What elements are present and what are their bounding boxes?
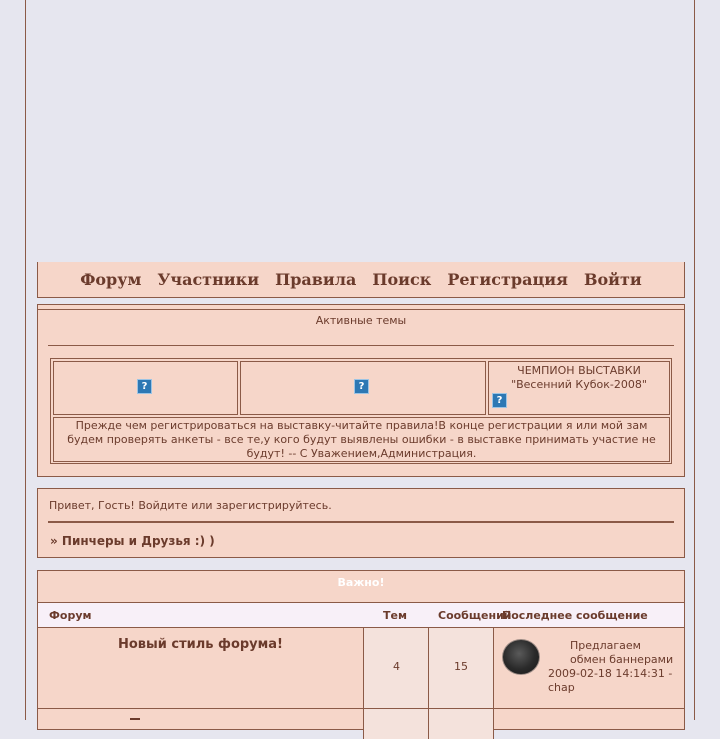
nav-forum-link[interactable]: Форум <box>80 270 142 289</box>
champion-subtitle: "Весенний Кубок-2008" <box>511 378 647 391</box>
posts-count <box>428 709 494 739</box>
announcement-cell <box>53 361 238 415</box>
posts-count: 15 <box>428 628 494 708</box>
nav-register-link[interactable]: Регистрация <box>447 270 568 289</box>
category-title[interactable]: Важно! <box>337 576 385 589</box>
page-wrapper <box>25 0 695 720</box>
column-posts: Сообщений <box>438 609 512 622</box>
greeting-panel <box>37 488 685 558</box>
divider <box>48 345 674 346</box>
column-last-post: Последнее сообщение <box>502 609 648 622</box>
table-row <box>38 628 684 708</box>
rules-notice: Прежде чем регистрироваться на выставку-читайте правила!В конце регистрации я или мой зам будем проверять анкеты - все те,у кого будут выявлены ошибки - в выставке принимать участие не будут! -- С Уважением,Администрация. <box>53 417 670 462</box>
forum-category-table <box>37 570 685 730</box>
table-header <box>38 602 684 628</box>
missing-image-icon[interactable]: ? <box>137 379 152 394</box>
column-topics: Тем <box>383 609 407 622</box>
nav-login-link[interactable]: Войти <box>583 270 642 289</box>
active-topics-panel <box>37 304 685 477</box>
topics-count: 4 <box>363 628 429 708</box>
nav-members-link[interactable]: Участники <box>157 270 260 289</box>
forum-title-link[interactable]: Новый стиль форума! <box>118 637 283 652</box>
last-post-info <box>548 639 678 695</box>
champion-cell <box>488 361 670 415</box>
last-post-date: 2009-02-18 14:14:31 - <box>548 667 673 680</box>
nav-rules-link[interactable]: Правила <box>275 270 357 289</box>
last-post-author[interactable]: chap <box>548 681 575 694</box>
column-forum: Форум <box>49 609 92 622</box>
avatar[interactable] <box>502 639 540 675</box>
missing-image-icon[interactable]: ? <box>492 393 507 408</box>
topics-count <box>363 709 429 739</box>
nav-search-link[interactable]: Поиск <box>372 270 432 289</box>
last-post-title[interactable]: Предлагаем обмен баннерами <box>570 639 674 666</box>
active-topics-caption: Активные темы <box>315 314 407 327</box>
announcement-cell <box>240 361 486 415</box>
divider <box>48 521 674 523</box>
main-navigation <box>37 262 685 298</box>
divider <box>38 708 684 709</box>
guest-greeting: Привет, Гость! Войдите или зарегистрируйтесь. <box>49 499 332 512</box>
missing-image-icon[interactable]: ? <box>354 379 369 394</box>
divider <box>38 309 684 310</box>
announcement-table <box>50 358 672 464</box>
breadcrumb[interactable]: » Пинчеры и Друзья :) ) <box>50 534 215 548</box>
champion-title: ЧЕМПИОН ВЫСТАВКИ <box>517 364 641 377</box>
